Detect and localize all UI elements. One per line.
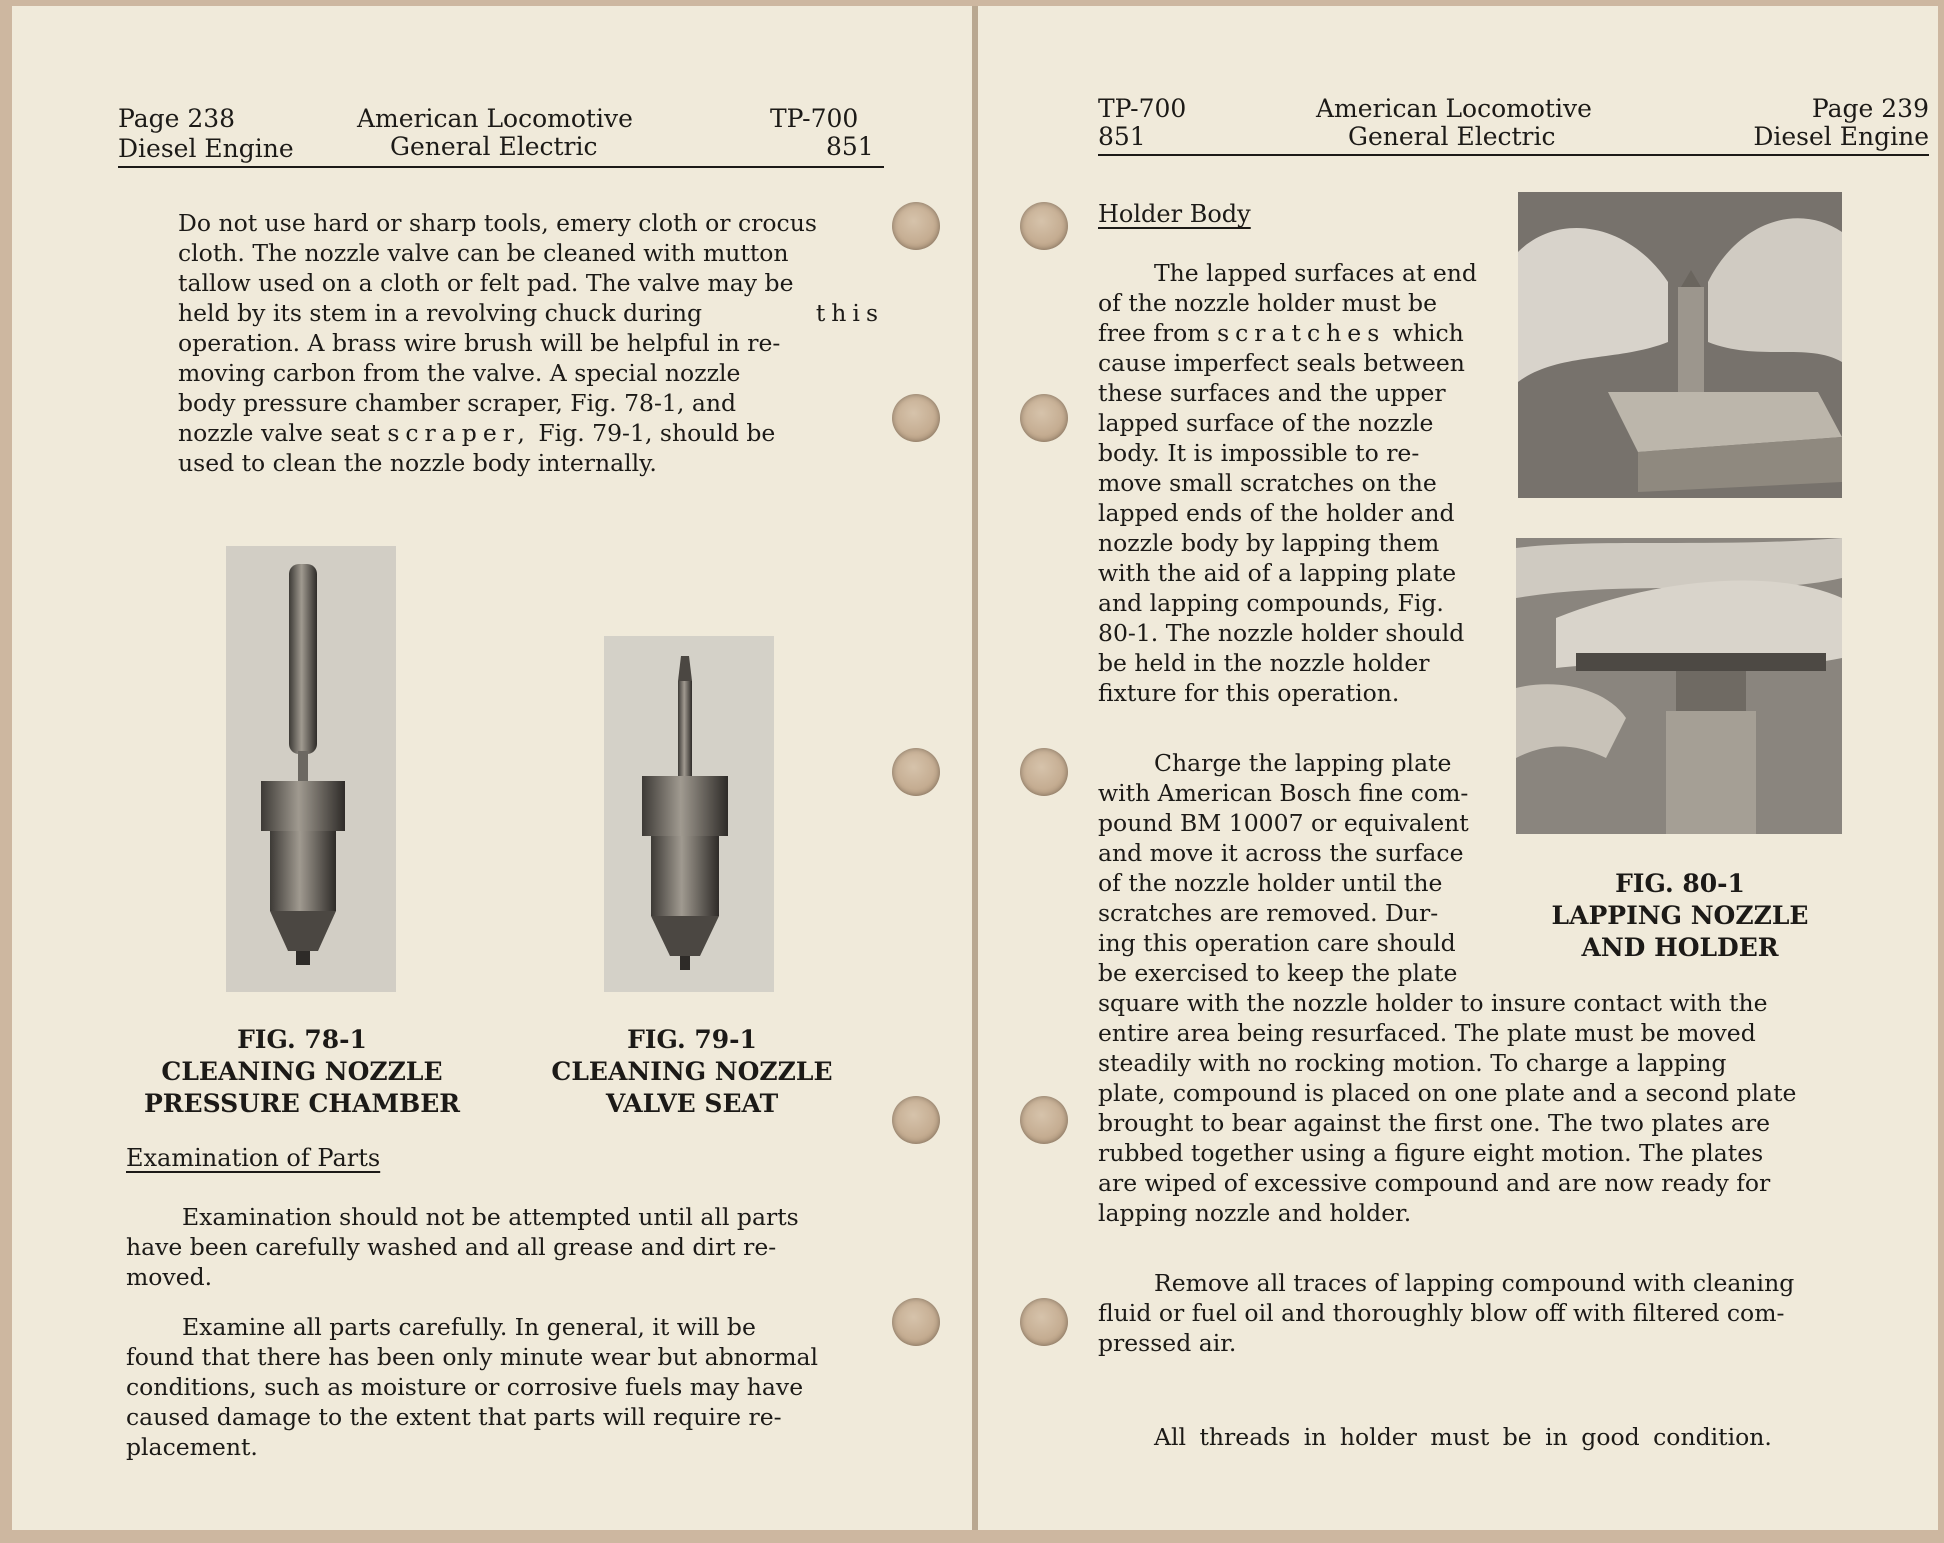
right-company-line1: American Locomotive (1316, 94, 1592, 123)
left-doc-number: 851 (826, 132, 874, 161)
text-line: these surfaces and the upper (1098, 379, 1446, 407)
text-span: nozzle valve seat (178, 419, 380, 447)
text-line: body pressure chamber scraper, Fig. 78-1, and (178, 389, 737, 417)
binder-hole (1020, 1298, 1068, 1346)
text-span: scraper, (387, 419, 531, 447)
text-line: entire area being resurfaced. The plate must be moved (1098, 1019, 1756, 1047)
text-line: rubbed together using a figure eight motion. The plates (1098, 1139, 1764, 1167)
text-line: The lapped surfaces at end (1154, 259, 1477, 287)
fig-79-1-photo (604, 636, 774, 992)
left-doc-code: TP-700 (770, 104, 859, 133)
figure-title-line: CLEANING NOZZLE (551, 1057, 833, 1086)
binder-hole (892, 1096, 940, 1144)
fig-78-1-photo (226, 546, 396, 992)
text-line: Examine all parts carefully. In general, it will be (182, 1313, 756, 1341)
binder-hole (1020, 748, 1068, 796)
text-line: cause imperfect seals between (1098, 349, 1465, 377)
text-line: pound BM 10007 or equivalent (1098, 809, 1469, 837)
text-line (178, 418, 884, 448)
binder-hole (892, 748, 940, 796)
text-line: body. It is impossible to re- (1098, 439, 1420, 467)
fig-80-1-photo-top (1518, 192, 1842, 498)
right-doc-code: TP-700 (1098, 94, 1187, 123)
examination-paragraph-2 (126, 1312, 888, 1462)
text-line: Charge the lapping plate (1154, 749, 1452, 777)
text-line: tallow used on a cloth or felt pad. The valve may be (178, 269, 794, 297)
left-page (12, 6, 974, 1530)
text-line: be exercised to keep the plate (1098, 959, 1458, 987)
right-doc-number: 851 (1098, 122, 1146, 151)
text-line: moving carbon from the valve. A special nozzle (178, 359, 741, 387)
left-page-number: Page 238 (118, 104, 236, 133)
text-line: nozzle body by lapping them (1098, 529, 1440, 557)
text-line: lapped surface of the nozzle (1098, 409, 1434, 437)
hands-lapping-nozzle-illustration (1518, 192, 1842, 498)
book-spread (12, 6, 1938, 1530)
text-line: are wiped of excessive compound and are now ready for (1098, 1169, 1771, 1197)
figure-title-line: VALVE SEAT (605, 1089, 779, 1118)
fig-78-1-caption (142, 1024, 462, 1120)
right-page-subject: Diesel Engine (1753, 122, 1929, 151)
text-line: fixture for this operation. (1098, 679, 1400, 707)
text-line: of the nozzle holder until the (1098, 869, 1443, 897)
text-line: and move it across the surface (1098, 839, 1464, 867)
text-line: lapped ends of the holder and (1098, 499, 1455, 527)
examination-of-parts-heading: Examination of Parts (126, 1144, 381, 1172)
holder-body-paragraph (1098, 258, 1498, 708)
left-page-subject: Diesel Engine (118, 134, 294, 163)
text-line: found that there has been only minute wear but abnormal (126, 1343, 819, 1371)
text-line: ing this operation care should (1098, 929, 1456, 957)
text-line: square with the nozzle holder to insure contact with the (1098, 989, 1768, 1017)
valve-seat-scraper-illustration (604, 636, 774, 992)
figure-number: FIG. 78-1 (237, 1025, 367, 1054)
text-line: conditions, such as moisture or corrosive fuels may have (126, 1373, 804, 1401)
fig-79-1-caption (532, 1024, 852, 1120)
figure-title-line: AND HOLDER (1581, 933, 1779, 962)
text-line: cloth. The nozzle valve can be cleaned with mutton (178, 239, 789, 267)
text-span: Fig. 79-1, should be (538, 419, 776, 447)
text-line: used to clean the nozzle body internally. (178, 449, 657, 477)
figure-title-line: PRESSURE CHAMBER (143, 1089, 461, 1118)
text-line (1098, 318, 1498, 348)
text-span: free from (1098, 319, 1210, 347)
text-span: held by its stem in a revolving chuck during (178, 299, 703, 327)
text-line: steadily with no rocking motion. To charge a lapping (1098, 1049, 1727, 1077)
hands-lapping-holder-illustration (1516, 538, 1842, 834)
figure-number: FIG. 79-1 (627, 1025, 757, 1054)
text-line: plate, compound is placed on one plate and a second plate (1098, 1079, 1797, 1107)
right-company-line2: General Electric (1348, 122, 1556, 151)
text-line: caused damage to the extent that parts will require re- (126, 1403, 782, 1431)
text-line: moved. (126, 1263, 213, 1291)
text-line: Do not use hard or sharp tools, emery cloth or crocus (178, 209, 817, 237)
text-line: brought to bear against the first one. The two plates are (1098, 1109, 1770, 1137)
figure-title-line: LAPPING NOZZLE (1551, 901, 1809, 930)
right-header-rule (1098, 154, 1929, 156)
text-line: operation. A brass wire brush will be helpful in re- (178, 329, 781, 357)
text-line: pressed air. (1098, 1329, 1237, 1357)
right-page (978, 6, 1938, 1530)
text-line: All threads in holder must be in good condition. (1154, 1423, 1772, 1451)
holder-body-heading: Holder Body (1098, 200, 1251, 228)
fig-80-1-caption (1518, 868, 1842, 964)
threads-paragraph (1098, 1422, 1906, 1452)
right-page-number: Page 239 (1811, 94, 1929, 123)
text-line: scratches are removed. Dur- (1098, 899, 1439, 927)
figure-number: FIG. 80-1 (1615, 869, 1745, 898)
text-line: move small scratches on the (1098, 469, 1437, 497)
text-line: with the aid of a lapping plate (1098, 559, 1457, 587)
text-span: scratches (1217, 319, 1386, 347)
binder-hole (892, 1298, 940, 1346)
text-span: which (1392, 319, 1464, 347)
fig-80-1-photo-bottom (1516, 538, 1842, 834)
text-line: of the nozzle holder must be (1098, 289, 1438, 317)
text-line (178, 298, 884, 328)
binder-hole (1020, 1096, 1068, 1144)
text-line: 80-1. The nozzle holder should (1098, 619, 1465, 647)
charge-lapping-plate-paragraph-continued (1098, 988, 1906, 1228)
binder-hole (892, 394, 940, 442)
left-header-rule (118, 166, 884, 168)
figure-title-line: CLEANING NOZZLE (161, 1057, 443, 1086)
left-company-line2: General Electric (390, 132, 598, 161)
pressure-chamber-scraper-illustration (226, 546, 396, 992)
left-company-line1: American Locomotive (357, 104, 633, 133)
text-line: Remove all traces of lapping compound with cleaning (1154, 1269, 1795, 1297)
text-line: with American Bosch fine com- (1098, 779, 1469, 807)
binder-hole (1020, 394, 1068, 442)
text-line: and lapping compounds, Fig. (1098, 589, 1444, 617)
text-line: Examination should not be attempted until all parts (182, 1203, 799, 1231)
left-intro-paragraph (178, 208, 884, 478)
text-line: have been carefully washed and all grease and dirt re- (126, 1233, 777, 1261)
text-line: fluid or fuel oil and thoroughly blow off with filtered com- (1098, 1299, 1785, 1327)
charge-lapping-plate-paragraph (1098, 748, 1498, 988)
remove-compound-paragraph (1098, 1268, 1906, 1358)
binder-hole (892, 202, 940, 250)
text-line: placement. (126, 1433, 258, 1461)
text-line: be held in the nozzle holder (1098, 649, 1430, 677)
binder-hole (1020, 202, 1068, 250)
examination-paragraph-1 (126, 1202, 888, 1292)
text-line: lapping nozzle and holder. (1098, 1199, 1412, 1227)
text-span: this (815, 299, 884, 327)
